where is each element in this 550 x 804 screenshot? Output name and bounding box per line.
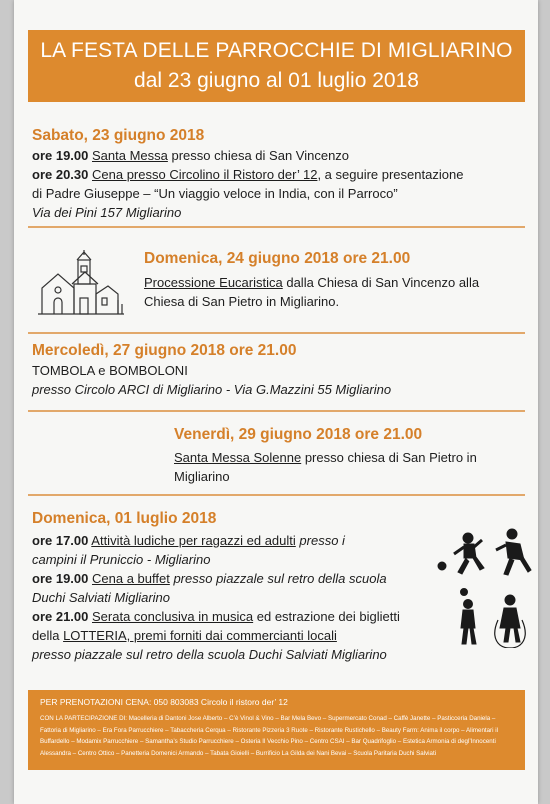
event-detail: presso chiesa di San Pietro in (301, 450, 477, 465)
title-banner (28, 30, 525, 102)
divider (28, 226, 525, 228)
event-line (32, 607, 400, 626)
event-title: Serata conclusiva in musica (92, 609, 254, 624)
day-heading: Sabato, 23 giugno 2018 (32, 127, 205, 144)
event-address: Via dei Pini 157 Migliarino (32, 205, 182, 220)
poster-title: LA FESTA DELLE PARROCCHIE DI MIGLIARINO (40, 39, 513, 62)
event-address: presso piazzale sul retro della scuola Duchi Salviati Migliarino (32, 647, 387, 662)
day-heading: Mercoledì, 27 giugno 2018 ore 21.00 (32, 342, 297, 359)
day-heading: Domenica, 24 giugno 2018 ore 21.00 (144, 250, 411, 267)
event-title: Cena presso Circolino il Ristoro der’ 12 (92, 167, 318, 182)
event-place: presso piazzale sul retro della scuola (169, 571, 387, 586)
sponsors-list: CON LA PARTECIPAZIONE DI: Macelleria di Dantoni Jose Alberto – C’è Vinol & Vino – Bar Mela Bevo – Supermercato Conad – Caffè Janette – Pasticceria Daniela – Fattoria di Migliarino – Era Fora Parrucchiere – Tabaccheria Cerqua – Ristorante Pizzeria 3 Ruote – Ristorante Rustichello – Beauty Farm: Anima il corpo – Alimentari il Buffardello – Modamix Parrucchiere – Samantha’s Studio Parrucchiere – Osteria Il Vecchio Pino – Centro CSAI – Bar Quadrifoglio – Estetica Armonia di degl’Innocenti Alessandra – Centro Ottico – Panetteria Domenici Armando – Tabata Gioielli – Burrificio La Gilda dei Nani Bevai – Scuola Paritaria Duchi Salviati (40, 715, 498, 757)
event-line (32, 146, 463, 165)
event-address: campini il Pruniccio - Migliarino (32, 552, 211, 567)
event-address: Duchi Salviati Migliarino (32, 590, 170, 605)
event-detail: Chiesa di San Pietro in Migliarino. (144, 294, 340, 309)
event-detail: , a seguire presentazione (317, 167, 464, 182)
event-title: Processione Eucaristica (144, 275, 283, 290)
booking-info: PER PRENOTAZIONI CENA: 050 803083 Circolo il ristoro der’ 12 (40, 697, 288, 707)
event-detail: dalla Chiesa di San Vincenzo alla (282, 275, 480, 290)
event-time: ore 19.00 (32, 571, 89, 586)
event-line (32, 569, 400, 588)
divider (28, 332, 525, 334)
day-heading: Venerdì, 29 giugno 2018 ore 21.00 (174, 426, 423, 443)
children-playing-icon (434, 528, 534, 648)
event-detail: Migliarino (174, 469, 230, 484)
event-detail: di Padre Giuseppe – “Un viaggio veloce in India, con il Parroco” (32, 186, 398, 201)
event-title: Santa Messa (92, 148, 168, 163)
lottery-title: LOTTERIA, premi forniti dai commercianti locali (63, 628, 337, 643)
event-line (144, 273, 479, 292)
event-address: presso Circolo ARCI di Migliarino - Via G.Mazzini 55 Migliarino (32, 382, 392, 397)
event-time: ore 17.00 (32, 533, 89, 548)
footer-banner (28, 690, 525, 770)
event-detail: della (32, 628, 64, 643)
section-domenica-01 (32, 509, 400, 664)
day-heading: Domenica, 01 luglio 2018 (32, 510, 217, 527)
event-place: presso i (295, 533, 345, 548)
section-mercoledi (32, 341, 391, 399)
event-line (32, 626, 400, 645)
event-line (174, 448, 477, 467)
event-time: ore 19.00 (32, 148, 89, 163)
event-time: ore 21.00 (32, 609, 89, 624)
section-sabato (32, 126, 463, 222)
section-domenica-24 (144, 249, 479, 311)
poster-sheet (14, 0, 538, 804)
event-title: Santa Messa Solenne (174, 450, 302, 465)
event-detail: ed estrazione dei biglietti (253, 609, 400, 624)
poster-dates: dal 23 giugno al 01 luglio 2018 (134, 69, 419, 92)
event-title: Attività ludiche per ragazzi ed adulti (91, 533, 296, 548)
event-title: TOMBOLA e BOMBOLONI (32, 363, 188, 378)
divider (28, 494, 525, 496)
section-venerdi (174, 425, 477, 486)
event-line (32, 531, 400, 550)
event-title: Cena a buffet (92, 571, 170, 586)
event-line (32, 165, 463, 184)
divider (28, 410, 525, 412)
event-place: presso chiesa di San Vincenzo (167, 148, 350, 163)
church-illustration-icon (36, 250, 126, 318)
event-time: ore 20.30 (32, 167, 89, 182)
